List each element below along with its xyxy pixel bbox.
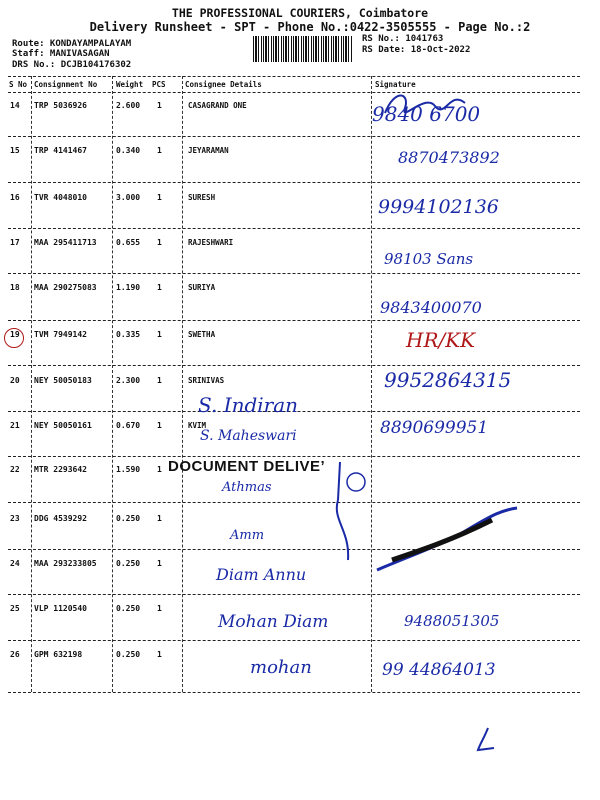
header-bottom-rule (8, 92, 580, 93)
row-sno: 15 (10, 146, 20, 155)
row-sno: 19 (10, 330, 20, 339)
row-weight: 0.655 (116, 238, 141, 247)
table-row (0, 146, 600, 164)
signature-row-25: 9488051305 (404, 612, 500, 630)
row-weight: 0.250 (116, 514, 141, 523)
handwritten-name: Diam Annu (216, 565, 307, 584)
table-top-rule (8, 76, 580, 77)
row-consignment: TVR 4048010 (34, 193, 87, 202)
row-consignee: JEYARAMAN (188, 146, 229, 155)
row-sno: 17 (10, 238, 20, 247)
row-weight: 0.250 (116, 604, 141, 613)
table-row (0, 193, 600, 211)
signature-row-26: 99 44864013 (382, 660, 496, 680)
barcode (253, 36, 353, 62)
row-consignment: GPM 632198 (34, 650, 83, 659)
row-rule (8, 136, 580, 137)
document-delivery-stamp: DOCUMENT DELIVE’ (168, 458, 326, 475)
row-consignee: CASAGRAND ONE (188, 101, 247, 110)
row-consignment: NEY 50050183 (34, 376, 92, 385)
signature-row-17: 98103 Sans (384, 250, 474, 268)
handwritten-name: Mohan Diam (218, 612, 329, 632)
handwritten-name: Athmas (222, 480, 272, 495)
row-pcs: 1 (157, 650, 162, 659)
row-weight: 2.300 (116, 376, 141, 385)
table-row (0, 238, 600, 256)
row-pcs: 1 (157, 604, 162, 613)
row-sno: 18 (10, 283, 20, 292)
row-pcs: 1 (157, 193, 162, 202)
row-weight: 3.000 (116, 193, 141, 202)
handwritten-name: S. Maheswari (200, 428, 297, 444)
row-sno: 14 (10, 101, 20, 110)
signature-row-19: HR/KK (406, 328, 476, 352)
row-sno: 21 (10, 421, 20, 430)
row-consignment: MAA 290275083 (34, 283, 97, 292)
runsheet-subtitle: Delivery Runsheet - SPT - Phone No.:0422-3505555 - Page No.:2 (89, 20, 531, 34)
row-sno: 25 (10, 604, 20, 613)
row-sno: 16 (10, 193, 20, 202)
col-header-sno: S No (9, 80, 28, 89)
row-rule (8, 365, 580, 366)
pen-stroke (330, 460, 370, 570)
row-sno: 26 (10, 650, 20, 659)
row-consignment: VLP 1120540 (34, 604, 87, 613)
signature-scribble (372, 500, 522, 580)
row-consignment: MTR 2293642 (34, 465, 87, 474)
row-weight: 0.250 (116, 650, 141, 659)
row-consignment: TRP 5036926 (34, 101, 87, 110)
row-pcs: 1 (157, 146, 162, 155)
row-pcs: 1 (157, 238, 162, 247)
handwritten-name: S. Indiran (198, 393, 299, 417)
signature-scribble (380, 88, 470, 118)
signature-row-14: 9840 6700 (372, 102, 481, 126)
document-title: THE PROFESSIONAL COURIERS, Coimbatore (171, 6, 429, 20)
row-pcs: 1 (157, 283, 162, 292)
table-row (0, 283, 600, 301)
col-header-pcs: PCS (152, 80, 166, 89)
row-weight: 0.335 (116, 330, 141, 339)
col-header-consignment: Consignment No (34, 80, 98, 89)
signature-row-20: 9952864315 (384, 368, 512, 392)
row-consignment: MAA 295411713 (34, 238, 97, 247)
row-rule (8, 273, 580, 274)
row-pcs: 1 (157, 421, 162, 430)
row-weight: 1.190 (116, 283, 141, 292)
row-rule (8, 692, 580, 693)
drs-number: DRS No.: DCJB104176302 (12, 60, 132, 70)
rs-date: RS Date: 18-Oct-2022 (362, 45, 471, 55)
row-rule (8, 456, 580, 457)
row-weight: 1.590 (116, 465, 141, 474)
row-rule (8, 228, 580, 229)
table-row (0, 330, 600, 348)
staff-label: Staff: MANIVASAGAN (12, 49, 110, 59)
row-sno: 20 (10, 376, 20, 385)
row-consignment: DDG 4539292 (34, 514, 87, 523)
row-pcs: 1 (157, 330, 162, 339)
row-consignee: RAJESHWARI (188, 238, 234, 247)
row-consignee: KVIM (188, 421, 207, 430)
row-weight: 0.250 (116, 559, 141, 568)
col-header-weight: Weight (116, 80, 144, 89)
signature-row-15: 8870473892 (398, 148, 500, 167)
row-consignment: NEY 50050161 (34, 421, 92, 430)
row-pcs: 1 (157, 376, 162, 385)
row-pcs: 1 (157, 559, 162, 568)
col-header-signature: Signature (375, 80, 416, 89)
table-row (0, 421, 600, 439)
row-consignee: SRINIVAS (188, 376, 225, 385)
handwritten-name: Amm (230, 528, 265, 543)
row-consignment: MAA 293233805 (34, 559, 97, 568)
signature-row-16: 9994102136 (378, 196, 499, 218)
row-rule (8, 594, 580, 595)
row-sno: 24 (10, 559, 20, 568)
rs-number: RS No.: 1041763 (362, 34, 444, 44)
row-rule (8, 640, 580, 641)
row-weight: 0.670 (116, 421, 141, 430)
row-rule (8, 320, 580, 321)
row-consignment: TRP 4141467 (34, 146, 87, 155)
signature-row-21: 8890699951 (380, 418, 489, 438)
row-weight: 0.340 (116, 146, 141, 155)
table-row (0, 101, 600, 119)
col-header-consignee: Consignee Details (185, 80, 262, 89)
row-consignee: SURESH (188, 193, 216, 202)
route-label: Route: KONDAYAMPALAYAM (12, 39, 132, 49)
handwritten-name: mohan (250, 657, 312, 678)
row-consignment: TVM 7949142 (34, 330, 87, 339)
row-pcs: 1 (157, 101, 162, 110)
row-rule (8, 182, 580, 183)
row-sno: 22 (10, 465, 20, 474)
row-pcs: 1 (157, 514, 162, 523)
row-consignee: SURIYA (188, 283, 216, 292)
signature-row-18: 9843400070 (380, 298, 482, 317)
row-pcs: 1 (157, 465, 162, 474)
row-consignee: SWETHA (188, 330, 216, 339)
pen-stroke (470, 724, 500, 754)
row-sno: 23 (10, 514, 20, 523)
row-weight: 2.600 (116, 101, 141, 110)
